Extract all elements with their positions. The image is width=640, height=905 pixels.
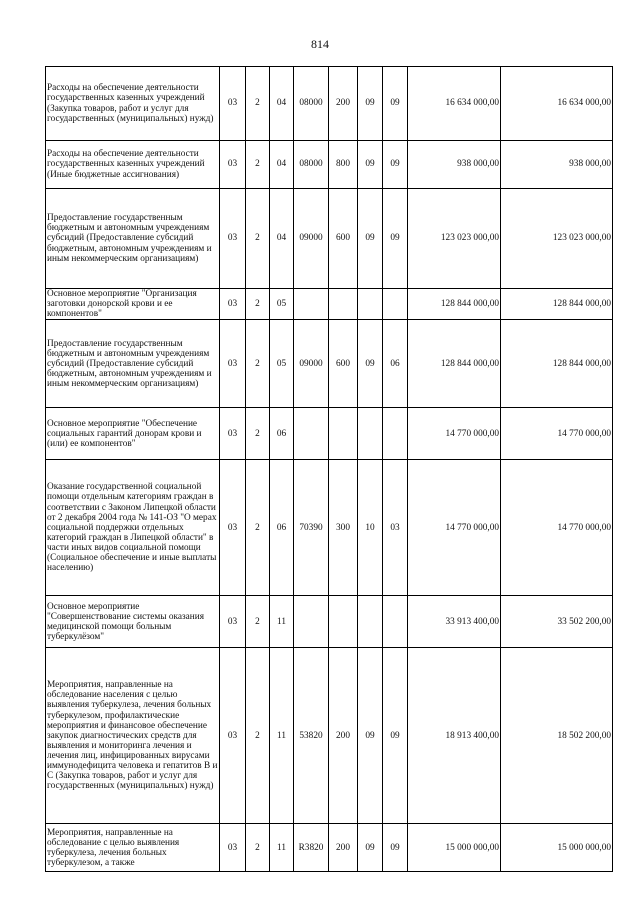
code-program: 03 <box>220 141 246 189</box>
amount-1: 16 634 000,00 <box>408 67 501 141</box>
amount-1: 18 913 400,00 <box>408 648 501 824</box>
code-section: 09 <box>358 648 383 824</box>
code-expense-type: 200 <box>329 824 358 872</box>
code-program: 03 <box>220 596 246 648</box>
table-row <box>46 596 613 648</box>
code-activity: 06 <box>270 460 294 596</box>
code-activity: 05 <box>270 289 294 320</box>
code-section: 09 <box>358 141 383 189</box>
row-name: Расходы на обеспечение деятельности государственных казенных учреждений (Закупка товаров, работ и услуг для государственных (муниципальных) нужд) <box>46 67 220 141</box>
code-direction: 09000 <box>294 320 329 408</box>
table-row <box>46 408 613 460</box>
code-expense-type: 200 <box>329 67 358 141</box>
code-activity: 06 <box>270 408 294 460</box>
code-section: 10 <box>358 460 383 596</box>
code-subsection: 09 <box>383 824 408 872</box>
row-name: Оказание государственной социальной помощи отдельным категориям граждан в соответствии с Законом Липецкой области от 2 декабря 2004 года № 141-ОЗ "О мерах социальной поддержки отдельных категорий граждан в Липецкой области" в части иных видов социальной помощи (Социальное обеспечение и иные выплаты населению) <box>46 460 220 596</box>
amount-2: 938 000,00 <box>501 141 613 189</box>
code-expense-type <box>329 596 358 648</box>
code-subsection: 03 <box>383 460 408 596</box>
table-row <box>46 824 613 872</box>
amount-2: 15 000 000,00 <box>501 824 613 872</box>
code-subprogram: 2 <box>246 67 270 141</box>
row-name: Предоставление государственным бюджетным и автономным учреждениям субсидий (Предоставление субсидий бюджетным, автономным учреждениям и иным некоммерческим организациям) <box>46 320 220 408</box>
row-name: Основное мероприятие "Организация заготовки донорской крови и ее компонентов" <box>46 289 220 320</box>
code-direction <box>294 289 329 320</box>
code-program: 03 <box>220 460 246 596</box>
amount-2: 33 502 200,00 <box>501 596 613 648</box>
code-activity: 11 <box>270 824 294 872</box>
code-direction <box>294 408 329 460</box>
code-direction: 08000 <box>294 141 329 189</box>
code-subprogram: 2 <box>246 289 270 320</box>
code-subprogram: 2 <box>246 408 270 460</box>
code-program: 03 <box>220 408 246 460</box>
budget-table <box>45 66 613 872</box>
code-section <box>358 289 383 320</box>
page-number: 814 <box>311 37 329 51</box>
code-subsection: 09 <box>383 648 408 824</box>
code-activity: 05 <box>270 320 294 408</box>
code-program: 03 <box>220 648 246 824</box>
amount-1: 33 913 400,00 <box>408 596 501 648</box>
code-expense-type <box>329 289 358 320</box>
code-program: 03 <box>220 289 246 320</box>
code-activity: 11 <box>270 596 294 648</box>
amount-2: 128 844 000,00 <box>501 289 613 320</box>
code-subsection <box>383 289 408 320</box>
code-subsection: 09 <box>383 67 408 141</box>
code-section <box>358 408 383 460</box>
code-expense-type: 300 <box>329 460 358 596</box>
amount-2: 123 023 000,00 <box>501 189 613 289</box>
table-row <box>46 320 613 408</box>
amount-1: 128 844 000,00 <box>408 289 501 320</box>
row-name: Предоставление государственным бюджетным и автономным учреждениям субсидий (Предоставление субсидий бюджетным, автономным учреждениям и иным некоммерческим организациям) <box>46 189 220 289</box>
code-subprogram: 2 <box>246 320 270 408</box>
row-name: Расходы на обеспечение деятельности государственных казенных учреждений (Иные бюджетные ассигнования) <box>46 141 220 189</box>
code-activity: 04 <box>270 141 294 189</box>
code-direction: R3820 <box>294 824 329 872</box>
amount-1: 123 023 000,00 <box>408 189 501 289</box>
amount-2: 14 770 000,00 <box>501 408 613 460</box>
table-row <box>46 648 613 824</box>
amount-1: 14 770 000,00 <box>408 408 501 460</box>
table-row <box>46 289 613 320</box>
code-expense-type: 200 <box>329 648 358 824</box>
amount-1: 128 844 000,00 <box>408 320 501 408</box>
code-subprogram: 2 <box>246 648 270 824</box>
amount-2: 16 634 000,00 <box>501 67 613 141</box>
table-row <box>46 67 613 141</box>
code-direction: 70390 <box>294 460 329 596</box>
code-program: 03 <box>220 189 246 289</box>
row-name: Мероприятия, направленные на обследование с целью выявления туберкулеза, лечения больных туберкулезом, а также <box>46 824 220 872</box>
code-subprogram: 2 <box>246 824 270 872</box>
row-name: Основное мероприятие "Совершенствование системы оказания медицинской помощи больным туберкулёзом" <box>46 596 220 648</box>
code-expense-type: 800 <box>329 141 358 189</box>
code-expense-type: 600 <box>329 320 358 408</box>
row-name: Основное мероприятие "Обеспечение социальных гарантий донорам крови и (или) ее компонентов" <box>46 408 220 460</box>
code-section: 09 <box>358 189 383 289</box>
amount-1: 938 000,00 <box>408 141 501 189</box>
code-subprogram: 2 <box>246 189 270 289</box>
code-subprogram: 2 <box>246 141 270 189</box>
table-row <box>46 141 613 189</box>
code-subsection: 06 <box>383 320 408 408</box>
code-direction <box>294 596 329 648</box>
amount-2: 18 502 200,00 <box>501 648 613 824</box>
amount-1: 15 000 000,00 <box>408 824 501 872</box>
row-name: Мероприятия, направленные на обследование населения с целью выявления туберкулеза, лечения больных туберкулезом, профилактические мероприятия и финансовое обеспечение закупок диагностических средств для выявления и мониторинга лечения и лечения лиц, инфицированных вирусами иммунодефицита человека и гепатитов В и С (Закупка товаров, работ и услуг для государственных (муниципальных) нужд) <box>46 648 220 824</box>
amount-2: 14 770 000,00 <box>501 460 613 596</box>
table-row <box>46 189 613 289</box>
table-row <box>46 460 613 596</box>
code-subsection: 09 <box>383 141 408 189</box>
code-program: 03 <box>220 67 246 141</box>
code-activity: 11 <box>270 648 294 824</box>
code-section: 09 <box>358 67 383 141</box>
code-section <box>358 596 383 648</box>
code-activity: 04 <box>270 67 294 141</box>
code-subprogram: 2 <box>246 460 270 596</box>
code-expense-type <box>329 408 358 460</box>
code-direction: 09000 <box>294 189 329 289</box>
code-direction: 08000 <box>294 67 329 141</box>
code-program: 03 <box>220 824 246 872</box>
code-expense-type: 600 <box>329 189 358 289</box>
code-section: 09 <box>358 320 383 408</box>
code-subsection: 09 <box>383 189 408 289</box>
code-direction: 53820 <box>294 648 329 824</box>
code-subsection <box>383 596 408 648</box>
code-subsection <box>383 408 408 460</box>
code-activity: 04 <box>270 189 294 289</box>
code-section: 09 <box>358 824 383 872</box>
code-program: 03 <box>220 320 246 408</box>
amount-2: 128 844 000,00 <box>501 320 613 408</box>
amount-1: 14 770 000,00 <box>408 460 501 596</box>
code-subprogram: 2 <box>246 596 270 648</box>
